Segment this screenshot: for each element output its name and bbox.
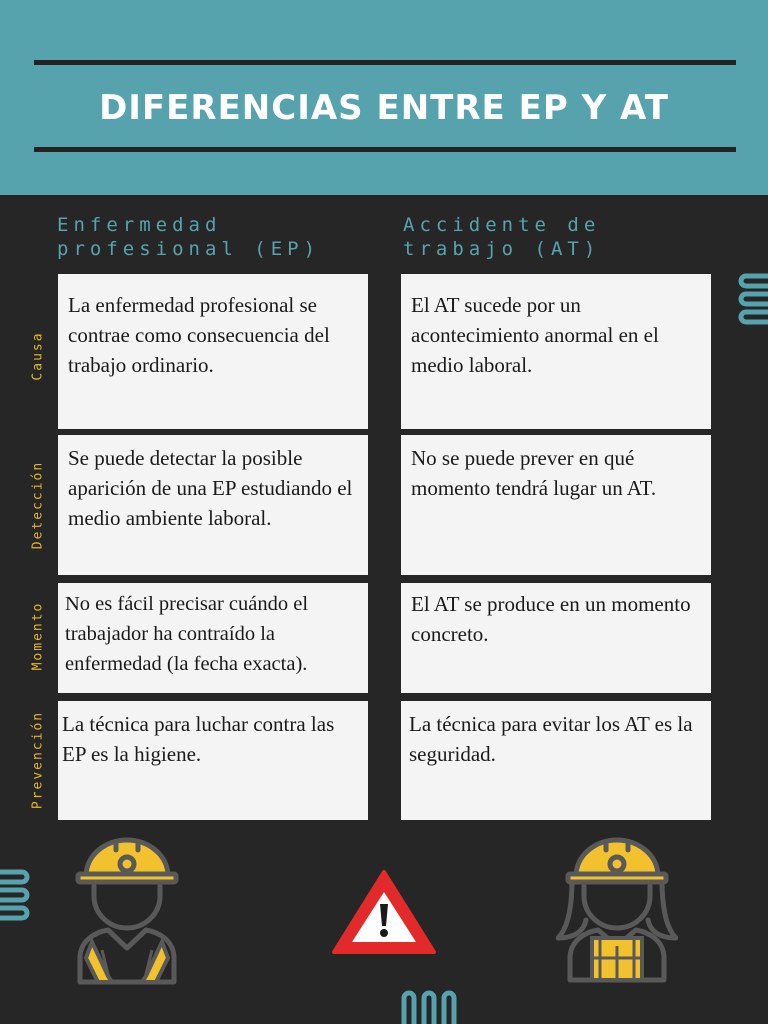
cell-momento-ep: No es fácil precisar cuándo el trabajador ha contraído la enfermedad (la fecha exacta). [58, 583, 368, 693]
row-label-deteccion: Detección [30, 460, 46, 550]
wave-pattern-icon [398, 986, 466, 1024]
cell-prevencion-at: La técnica para evitar los AT es la seguridad. [401, 701, 711, 820]
page-title: DIFERENCIAS ENTRE EP Y AT [99, 88, 669, 128]
column-header-ep: Enfermedad profesional (EP) [57, 214, 321, 260]
cell-deteccion-at: No se puede prever en qué momento tendrá lugar un AT. [401, 435, 711, 575]
wave-pattern-icon [0, 866, 34, 930]
cell-deteccion-ep: Se puede detectar la posible aparición de una EP estudiando el medio ambiente laboral. [58, 435, 368, 575]
cell-causa-at: El AT sucede por un acontecimiento anormal en el medio laboral. [401, 274, 711, 429]
header-bottom-rule [34, 147, 736, 152]
cell-prevencion-ep: La técnica para luchar contra las EP es la higiene. [58, 701, 368, 820]
worker-helmet-icon [72, 836, 182, 986]
row-label-momento: Momento [30, 601, 46, 671]
row-label-prevencion: Prevención [30, 710, 46, 810]
header-banner [0, 0, 768, 195]
cell-causa-ep: La enfermedad profesional se contrae como consecuencia del trabajo ordinario. [58, 274, 368, 429]
wave-pattern-icon [736, 270, 768, 334]
header-top-rule [34, 60, 736, 65]
cell-momento-at: El AT se produce en un momento concreto. [401, 583, 711, 693]
worker-woman-helmet-icon [556, 834, 678, 984]
warning-sign-icon [330, 868, 438, 956]
column-header-at: Accidente de trabajo (AT) [403, 214, 601, 260]
row-label-causa: Causa [30, 331, 46, 381]
